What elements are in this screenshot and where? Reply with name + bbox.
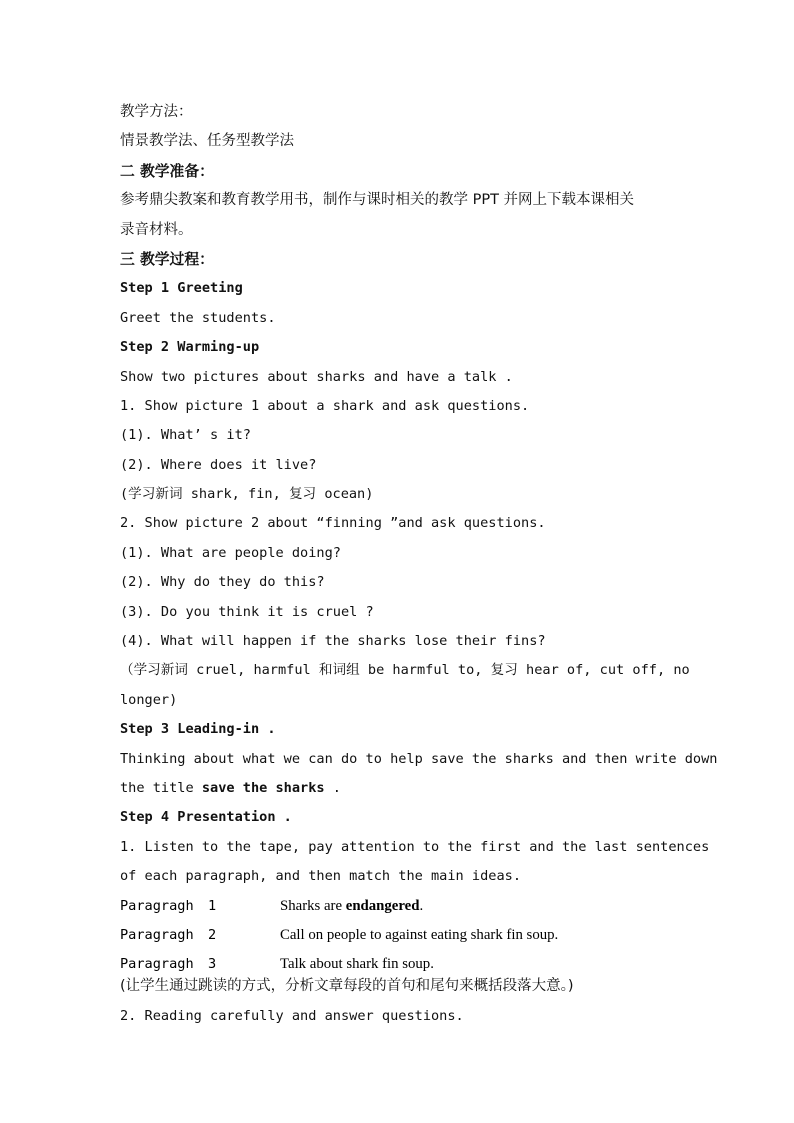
- prep-line-1: 参考鼎尖教案和教育教学用书，制作与课时相关的教学 PPT 并网上下载本课相关: [120, 192, 635, 209]
- paragraph-number: 1: [208, 897, 217, 914]
- step2-picture1: 1. Show picture 1 about a shark and ask questions.: [120, 397, 530, 414]
- paragraph-row: [120, 921, 680, 950]
- step2-picture2-note-line-2: longer): [120, 691, 178, 708]
- paragraph-row: [120, 950, 680, 972]
- methods-value: 情景教学法、任务型教学法: [120, 133, 294, 150]
- paragraph-number: 3: [208, 956, 217, 973]
- step2-picture2-q1: (1). What are people doing?: [120, 544, 341, 561]
- prep-line-2: 录音材料。: [120, 221, 193, 238]
- paragraph-row: [120, 892, 680, 921]
- step4-task1-note: (让学生通过跳读的方式，分析文章每段的首句和尾句来概括段落大意。): [120, 978, 574, 995]
- step3-title: Step 3 Leading-in .: [120, 721, 276, 738]
- step2-picture2: 2. Show picture 2 about “finning ”and ask questions.: [120, 515, 546, 532]
- process-heading: 三 教学过程：: [120, 250, 214, 268]
- step2-picture2-q2: (2). Why do they do this?: [120, 574, 325, 591]
- step3-line-2-prefix: the title: [120, 779, 202, 796]
- methods-label: 教学方法：: [120, 104, 193, 120]
- paragraph-main-idea: Talk about shark fin soup.: [280, 956, 434, 973]
- step3-title-emphasis: save the sharks: [201, 779, 325, 796]
- step1-text: Greet the students.: [120, 309, 276, 326]
- step2-picture2-note-line-1: （学习新词 cruel, harmful 和词组 be harmful to, 复习 hear of, cut off, no: [120, 662, 690, 679]
- paragraph-number: 2: [208, 926, 217, 943]
- step4-task1-line-1: 1. Listen to the tape, pay attention to the first and the last sentences: [120, 838, 710, 855]
- step2-picture1-q1: (1). What’ s it?: [120, 427, 251, 444]
- paragraph-main-idea: Call on people to against eating shark fin soup.: [280, 926, 559, 943]
- step3-line-1: Thinking about what we can do to help save the sharks and then write down: [120, 750, 718, 767]
- step2-picture1-q2: (2). Where does it live?: [120, 456, 317, 473]
- paragraph-label: Paragragh: [120, 926, 194, 943]
- prep-heading: 二 教学准备：: [120, 162, 214, 180]
- step2-title: Step 2 Warming-up: [120, 339, 260, 356]
- lesson-plan-body: [120, 98, 718, 1031]
- step4-task2: 2. Reading carefully and answer questions.: [120, 1007, 464, 1024]
- paragraph-main-idea: [280, 892, 423, 921]
- paragraph-label: Paragragh: [120, 897, 194, 914]
- paragraph-main-idea-emphasis: endangered: [345, 897, 420, 914]
- step1-title: Step 1 Greeting: [120, 280, 243, 297]
- paragraph-label: Paragragh: [120, 956, 194, 973]
- step2-picture1-note: (学习新词 shark, fin, 复习 ocean): [120, 486, 374, 503]
- step2-intro: Show two pictures about sharks and have a talk .: [120, 368, 513, 385]
- step3-line-2-suffix: .: [324, 779, 341, 796]
- paragraph-main-idea-suffix: .: [419, 897, 424, 914]
- step4-task1-line-2: of each paragraph, and then match the main ideas.: [120, 868, 522, 885]
- step3-line-2: [120, 774, 680, 803]
- paragraph-main-idea-text: Sharks are: [280, 897, 346, 914]
- step2-picture2-q4: (4). What will happen if the sharks lose their fins?: [120, 633, 546, 650]
- step4-title: Step 4 Presentation .: [120, 809, 292, 826]
- step2-picture2-q3: (3). Do you think it is cruel ?: [120, 603, 374, 620]
